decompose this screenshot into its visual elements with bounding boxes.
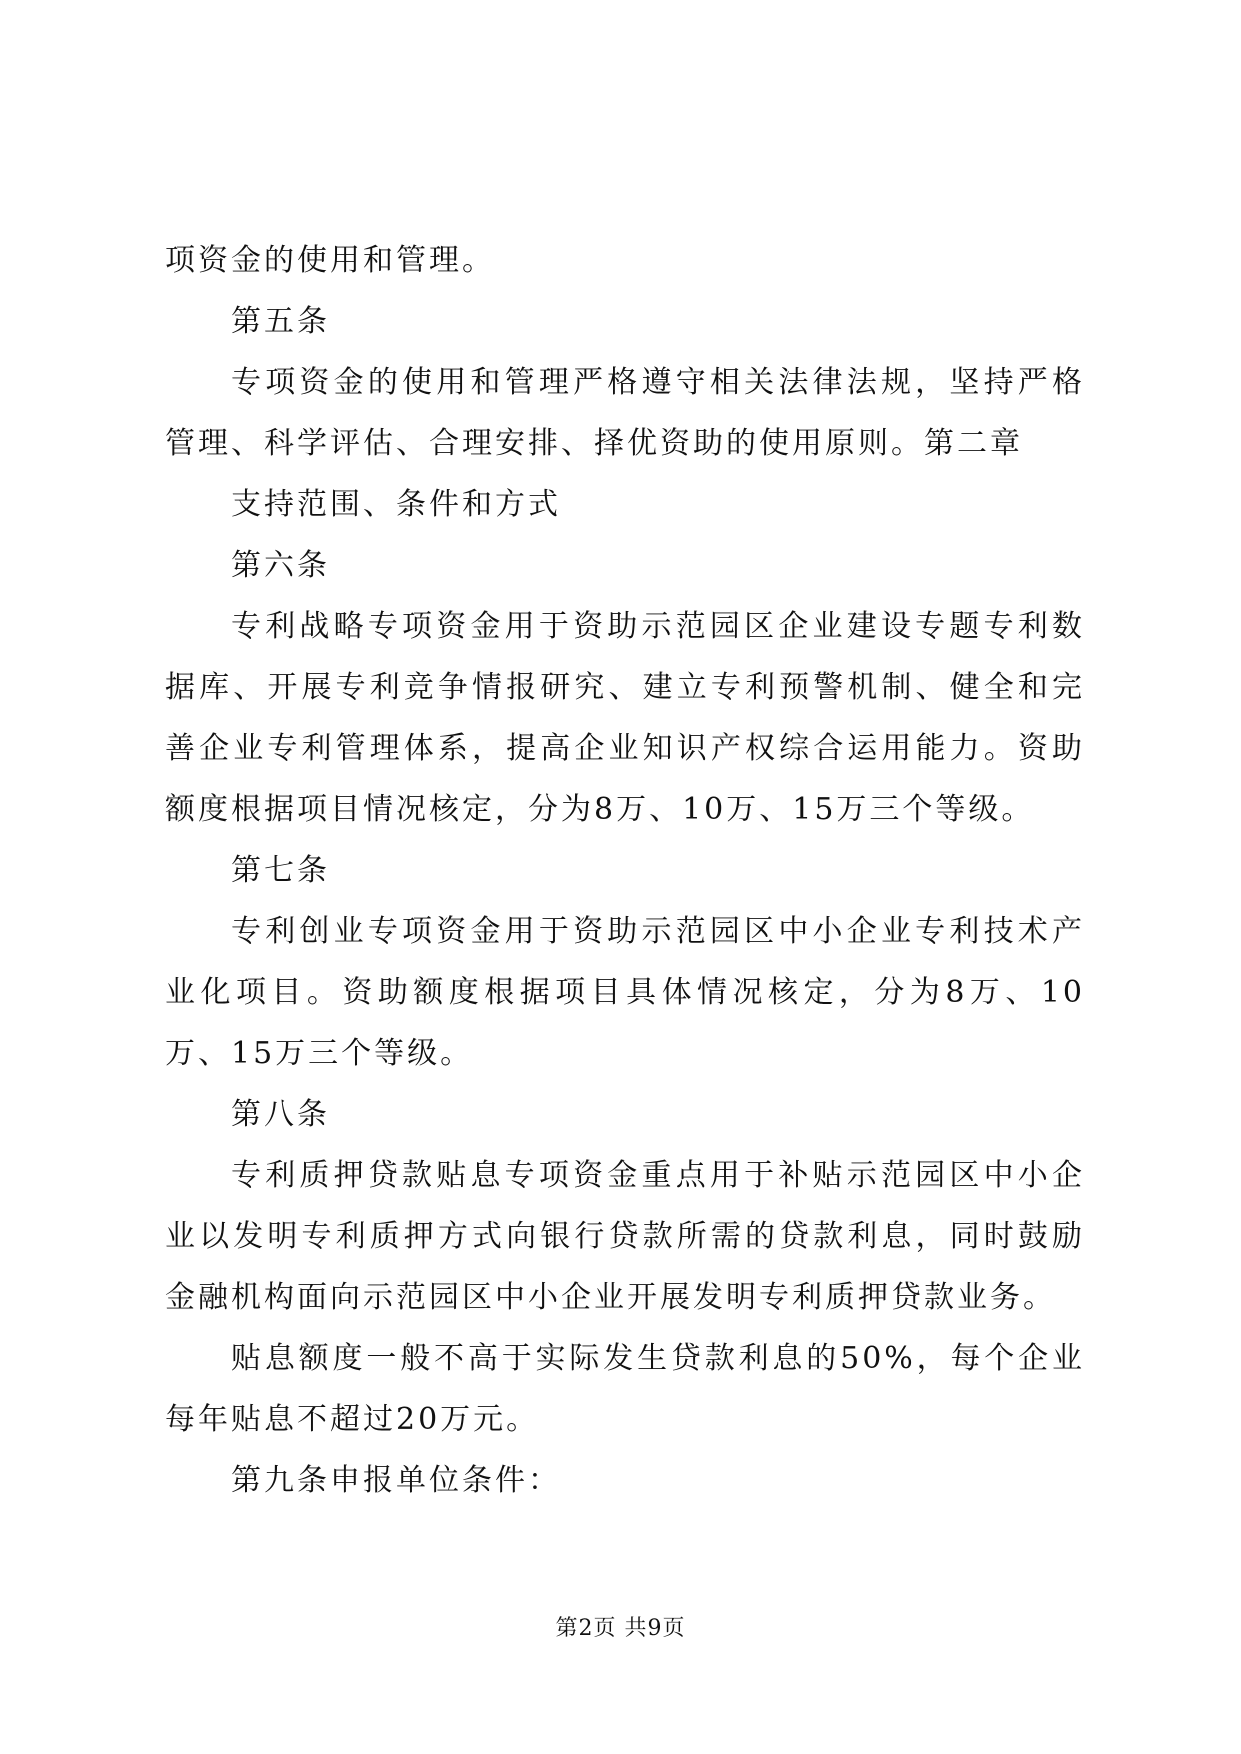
article-heading-6: 第六条 [231,548,330,583]
article-heading-7: 第七条 [231,853,330,888]
paragraph-article-8: 专利质押贷款贴息专项资金重点用于补贴示范园区中小企业以发明专利质押方式向银行贷款所需的贷款利息，同时鼓励金融机构面向示范园区中小企业开展发明专利质押贷款业务。 [165,1158,1085,1315]
paragraph-article-6: 专利战略专项资金用于资助示范园区企业建设专题专利数据库、开展专利竞争情报研究、建立专利预警机制、健全和完善企业专利管理体系，提高企业知识产权综合运用能力。资助额度根据项目情况核定，分为8万、10万、15万三个等级。 [165,609,1085,827]
page-number-footer: 第2页 共9页 [555,1616,686,1641]
paragraph-article-7: 专利创业专项资金用于资助示范园区中小企业专利技术产业化项目。资助额度根据项目具体情况核定，分为8万、10万、15万三个等级。 [165,914,1085,1071]
document-body [165,230,1085,1511]
paragraph-article-5: 专项资金的使用和管理严格遵守相关法律法规，坚持严格管理、科学评估、合理安排、择优资助的使用原则。第二章 [165,365,1085,461]
article-heading-8: 第八条 [231,1097,330,1132]
chapter-2-title: 支持范围、条件和方式 [231,487,561,522]
article-heading-9: 第九条申报单位条件： [231,1463,561,1498]
article-heading-5: 第五条 [231,304,330,339]
paragraph-article-8-subsidy: 贴息额度一般不高于实际发生贷款利息的50%，每个企业每年贴息不超过20万元。 [165,1341,1085,1437]
paragraph-continuation: 项资金的使用和管理。 [165,243,495,278]
